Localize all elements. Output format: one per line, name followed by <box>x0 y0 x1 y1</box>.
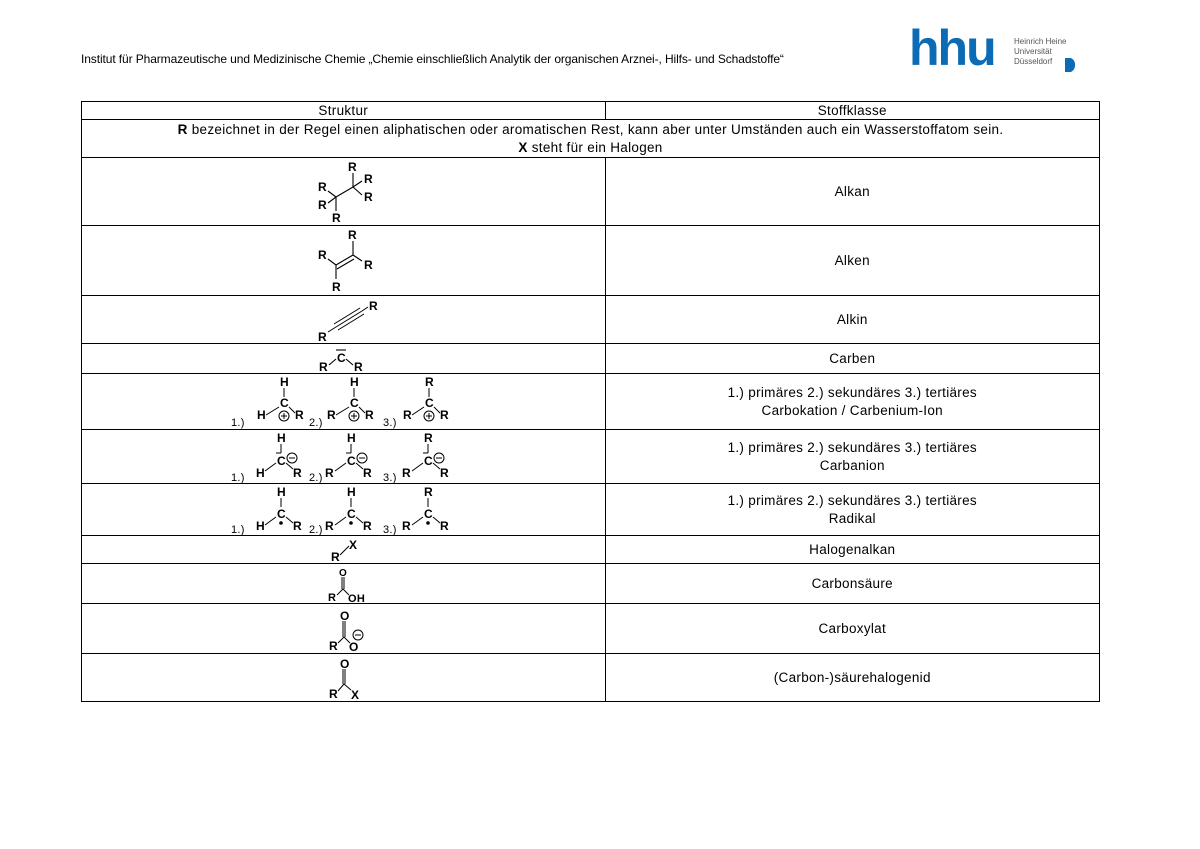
svg-text:R: R <box>318 329 328 343</box>
haloalkane-structure <box>82 536 606 564</box>
alkene-structure <box>82 226 606 296</box>
table-row <box>82 374 1100 430</box>
svg-text:R: R <box>424 430 434 445</box>
column-header-struktur: Struktur <box>82 102 606 120</box>
svg-text:O: O <box>340 656 350 671</box>
svg-text:3.): 3.) <box>383 523 398 535</box>
acid-halide-structure <box>82 654 606 702</box>
svg-text:1.): 1.) <box>231 523 246 535</box>
radical-formulas <box>223 485 463 535</box>
svg-text:O: O <box>339 567 348 579</box>
svg-text:2.): 2.) <box>309 523 324 535</box>
substance-class-table <box>81 101 1100 702</box>
svg-text:R: R <box>440 518 450 533</box>
carboxylic-acid-formula <box>298 565 388 603</box>
svg-text:C: C <box>347 506 357 521</box>
table-row <box>82 296 1100 344</box>
alkyne-formula <box>298 297 388 343</box>
svg-text:R: R <box>354 359 364 373</box>
legend-note: R bezeichnet in der Regel einen aliphatischen oder aromatischen Rest, kann aber unter Umständen auch ein Wasserstoffatom sein. X steht für ein Halogen <box>82 120 1100 158</box>
svg-text:R: R <box>424 484 434 499</box>
svg-text:H: H <box>277 430 287 445</box>
table-row <box>82 564 1100 604</box>
logo-mark-icon <box>1065 58 1079 72</box>
svg-text:X: X <box>351 687 360 701</box>
svg-text:C: C <box>280 395 290 410</box>
alkyne-structure <box>82 296 606 344</box>
table-row <box>82 484 1100 536</box>
class-alken: Alken <box>605 226 1099 296</box>
class-alkan: Alkan <box>605 158 1099 226</box>
svg-text:C: C <box>424 506 434 521</box>
svg-text:C: C <box>337 350 347 365</box>
class-carboxylat: Carboxylat <box>605 604 1099 654</box>
svg-text:R: R <box>402 465 412 480</box>
carboxylate-structure <box>82 604 606 654</box>
svg-text:R: R <box>325 465 335 480</box>
svg-text:C: C <box>350 395 360 410</box>
svg-text:3.): 3.) <box>383 471 398 483</box>
svg-text:C: C <box>347 453 357 468</box>
logo-letters: hhu <box>909 20 995 76</box>
svg-text:R: R <box>363 518 373 533</box>
svg-text:R: R <box>440 465 450 480</box>
svg-text:C: C <box>277 453 287 468</box>
svg-text:1.): 1.) <box>231 416 246 429</box>
svg-text:R: R <box>402 518 412 533</box>
svg-text:R: R <box>364 257 374 272</box>
svg-text:R: R <box>369 298 379 313</box>
svg-text:1.): 1.) <box>231 471 246 483</box>
svg-text:2.): 2.) <box>309 471 324 483</box>
svg-text:2.): 2.) <box>309 416 324 429</box>
svg-text:R: R <box>331 549 341 563</box>
svg-text:C: C <box>425 395 435 410</box>
svg-text:R: R <box>365 407 375 422</box>
svg-text:R: R <box>403 407 413 422</box>
svg-text:H: H <box>257 407 267 422</box>
class-carbokation: 1.) primäres 2.) sekundäres 3.) tertiäres Carbokation / Carbenium-Ion <box>605 374 1099 430</box>
class-saeurehalogenid: (Carbon-)säurehalogenid <box>605 654 1099 702</box>
radical-structures <box>82 484 606 536</box>
svg-text:H: H <box>350 374 360 389</box>
class-halogenalkan: Halogenalkan <box>605 536 1099 564</box>
carbocation-structures <box>82 374 606 430</box>
svg-text:H: H <box>347 430 357 445</box>
class-radikal: 1.) primäres 2.) sekundäres 3.) tertiäres Radikal <box>605 484 1099 536</box>
svg-text:O: O <box>349 639 359 653</box>
haloalkane-formula <box>298 537 388 563</box>
svg-text:C: C <box>277 506 287 521</box>
svg-text:R: R <box>348 227 358 242</box>
logo-university-name: Heinrich Heine Universität Düsseldorf <box>1014 37 1067 66</box>
institute-header: Institut für Pharmazeutische und Medizinische Chemie „Chemie einschließlich Analytik der organischen Arznei-, Hilfs- und Schadstoffe“ <box>81 52 784 66</box>
svg-text:R: R <box>332 279 342 294</box>
class-alkin: Alkin <box>605 296 1099 344</box>
svg-text:R: R <box>318 179 328 194</box>
alkane-formula <box>298 159 388 225</box>
svg-text:O: O <box>340 608 350 623</box>
svg-text:R: R <box>327 407 337 422</box>
alkane-structure <box>82 158 606 226</box>
carboxylate-formula <box>298 605 388 653</box>
svg-text:R: R <box>364 189 374 204</box>
table-row <box>82 344 1100 374</box>
svg-text:R: R <box>329 638 339 653</box>
table-row <box>82 654 1100 702</box>
class-carbanion: 1.) primäres 2.) sekundäres 3.) tertiäres Carbanion <box>605 430 1099 484</box>
svg-text:X: X <box>349 537 358 552</box>
acid-halide-formula <box>298 655 388 701</box>
carbene-formula <box>298 345 388 373</box>
hhu-logo <box>909 20 1081 76</box>
svg-text:R: R <box>325 518 335 533</box>
svg-text:R: R <box>328 591 337 603</box>
svg-text:3.): 3.) <box>383 416 398 429</box>
table-row <box>82 536 1100 564</box>
carbanion-formulas <box>223 431 463 483</box>
svg-text:R: R <box>348 159 358 174</box>
carboxylic-acid-structure <box>82 564 606 604</box>
svg-text:H: H <box>256 465 266 480</box>
svg-text:R: R <box>318 247 328 262</box>
table-row <box>82 158 1100 226</box>
carbene-structure <box>82 344 606 374</box>
class-carben: Carben <box>605 344 1099 374</box>
svg-text:H: H <box>256 518 266 533</box>
svg-text:H: H <box>277 484 287 499</box>
svg-text:R: R <box>319 359 329 373</box>
alkene-formula <box>298 227 388 295</box>
svg-text:R: R <box>425 374 435 389</box>
table-row <box>82 604 1100 654</box>
table-row <box>82 430 1100 484</box>
svg-text:C: C <box>424 453 434 468</box>
column-header-stoffklasse: Stoffklasse <box>605 102 1099 120</box>
carbocation-formulas <box>223 375 463 429</box>
svg-text:H: H <box>347 484 357 499</box>
svg-text:R: R <box>363 465 373 480</box>
svg-text:R: R <box>332 210 342 225</box>
carbanion-structures <box>82 430 606 484</box>
svg-text:R: R <box>329 686 339 701</box>
svg-text:OH: OH <box>348 592 366 603</box>
svg-text:R: R <box>440 407 450 422</box>
svg-text:R: R <box>295 407 305 422</box>
table-row <box>82 226 1100 296</box>
svg-text:R: R <box>318 197 328 212</box>
svg-text:H: H <box>280 374 290 389</box>
class-carbonsaeure: Carbonsäure <box>605 564 1099 604</box>
svg-text:R: R <box>293 518 303 533</box>
svg-text:R: R <box>293 465 303 480</box>
svg-text:R: R <box>364 171 374 186</box>
